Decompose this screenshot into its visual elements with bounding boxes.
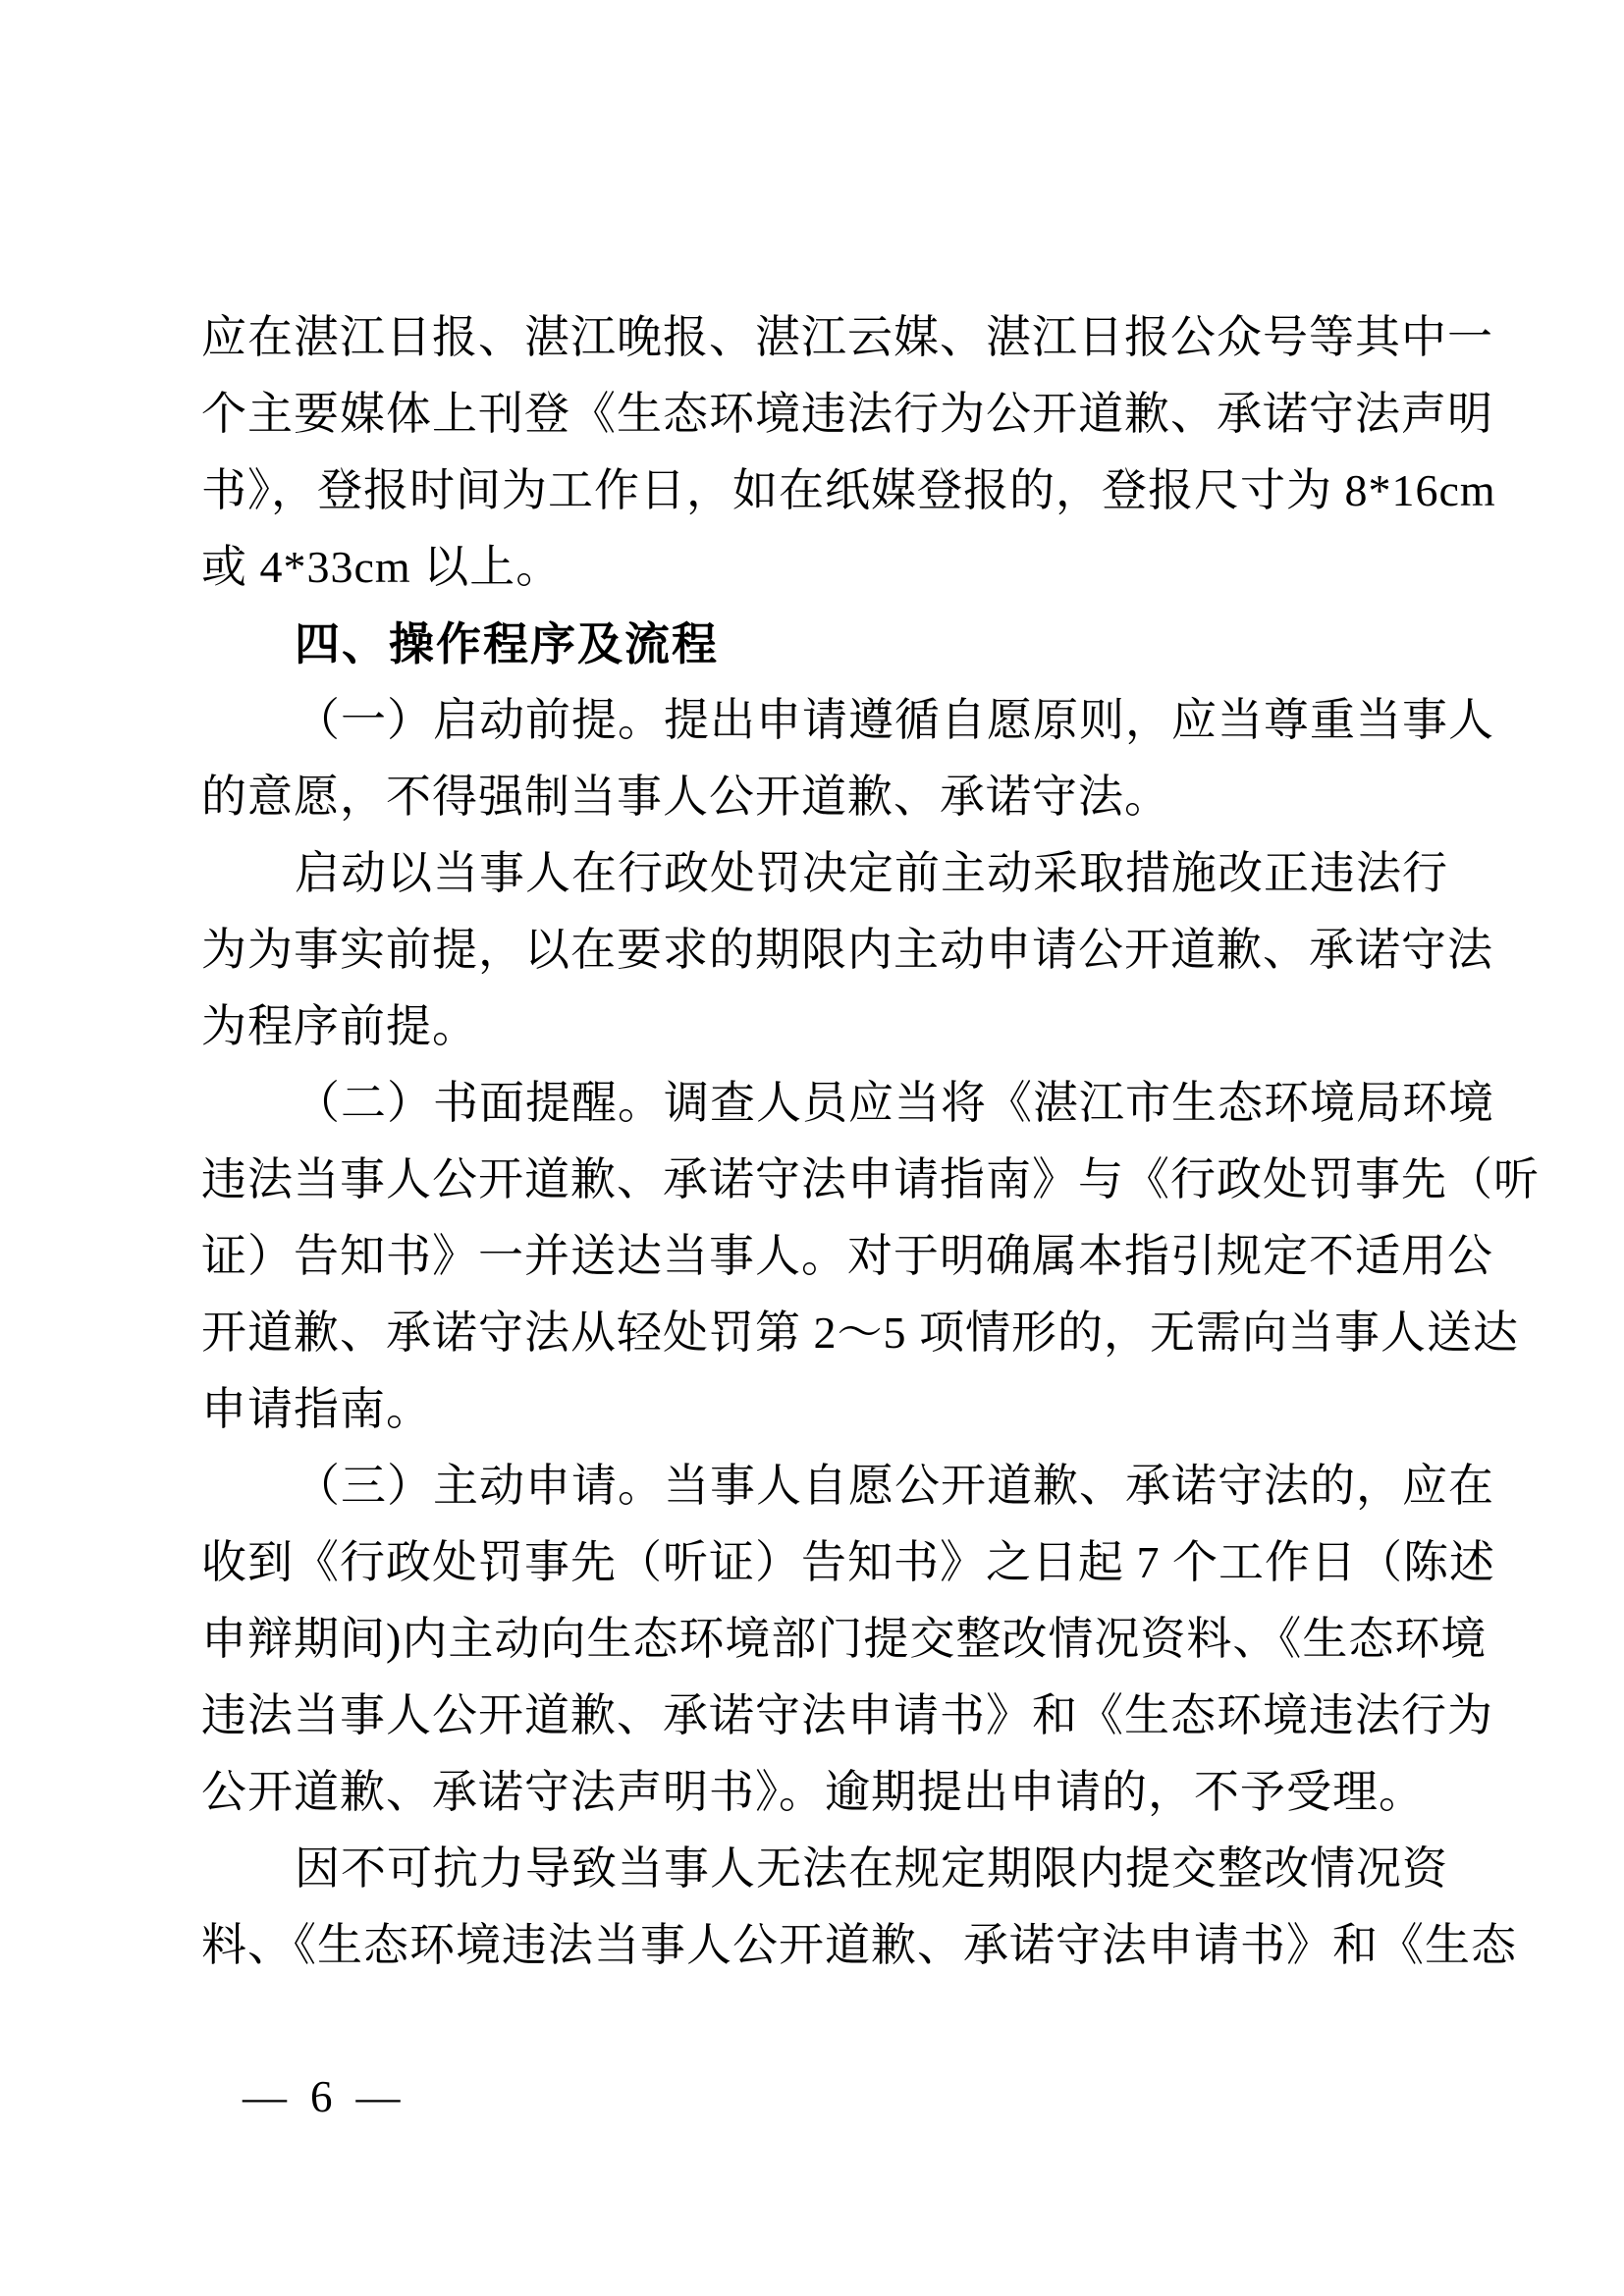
text-line: 公开道歉、承诺守法声明书》。逾期提出申请的，不予受理。 (201, 1767, 1425, 1817)
text-line: （三）主动申请。当事人自愿公开道歉、承诺守法的，应在 (295, 1461, 1494, 1511)
paragraph (201, 835, 1501, 1065)
page-footer (243, 2067, 401, 2126)
text-line: 因不可抗力导致当事人无法在规定期限内提交整改情况资 (295, 1843, 1448, 1894)
text-line: 证）告知书》一并送达当事人。对于明确属本指引规定不适用公 (201, 1231, 1493, 1281)
document-body (201, 299, 1540, 1984)
text-line: 个主要媒体上刊登《生态环境违法行为公开道歉、承诺守法声明 (201, 389, 1493, 439)
text-line: 申请指南。 (201, 1384, 432, 1434)
text-line: （一）启动前提。提出申请遵循自愿原则，应当尊重当事人 (295, 695, 1494, 745)
text-line: （二）书面提醒。调查人员应当将《湛江市生态环境局环境 (295, 1078, 1494, 1128)
text-line: 收到《行政处罚事先（听证）告知书》之日起 7 个工作日（陈述 (201, 1537, 1495, 1587)
text-line: 启动以当事人在行政处罚决定前主动采取措施改正违法行 (295, 848, 1448, 898)
text-line: 违法当事人公开道歉、承诺守法申请书》和《生态环境违法行为 (201, 1690, 1493, 1740)
text-line: 的意愿，不得强制当事人公开道歉、承诺守法。 (201, 772, 1170, 822)
footer-dash-left: — (243, 2072, 287, 2121)
text-line: 开道歉、承诺守法从轻处罚第 2～5 项情形的，无需向当事人送达 (201, 1308, 1519, 1358)
text-line: 或 4*33cm 以上。 (201, 542, 563, 592)
paragraph (201, 682, 1501, 835)
text-line: 申辩期间)内主动向生态环境部门提交整改情况资料、《生态环境 (201, 1614, 1488, 1664)
text-line: 违法当事人公开道歉、承诺守法申请指南》与《行政处罚事先（听 (201, 1154, 1540, 1204)
text-line: 为程序前提。 (201, 1001, 478, 1051)
page-number: 6 (310, 2072, 333, 2121)
section-heading (201, 606, 1501, 682)
text-line: 料、《生态环境违法当事人公开道歉、承诺守法申请书》和《生态 (201, 1920, 1517, 1970)
text-line: 为为事实前提，以在要求的期限内主动申请公开道歉、承诺守法 (201, 925, 1493, 975)
text-line: 应在湛江日报、湛江晚报、湛江云媒、湛江日报公众号等其中一 (201, 312, 1493, 362)
footer-dash-right: — (355, 2072, 401, 2121)
paragraph (201, 1448, 1501, 1831)
paragraph (201, 1831, 1517, 1984)
paragraph (201, 299, 1501, 606)
text-line: 书》，登报时间为工作日，如在纸媒登报的，登报尺寸为 8*16cm (201, 465, 1496, 515)
paragraph (201, 1065, 1540, 1448)
text-line: 四、操作程序及流程 (295, 618, 719, 669)
